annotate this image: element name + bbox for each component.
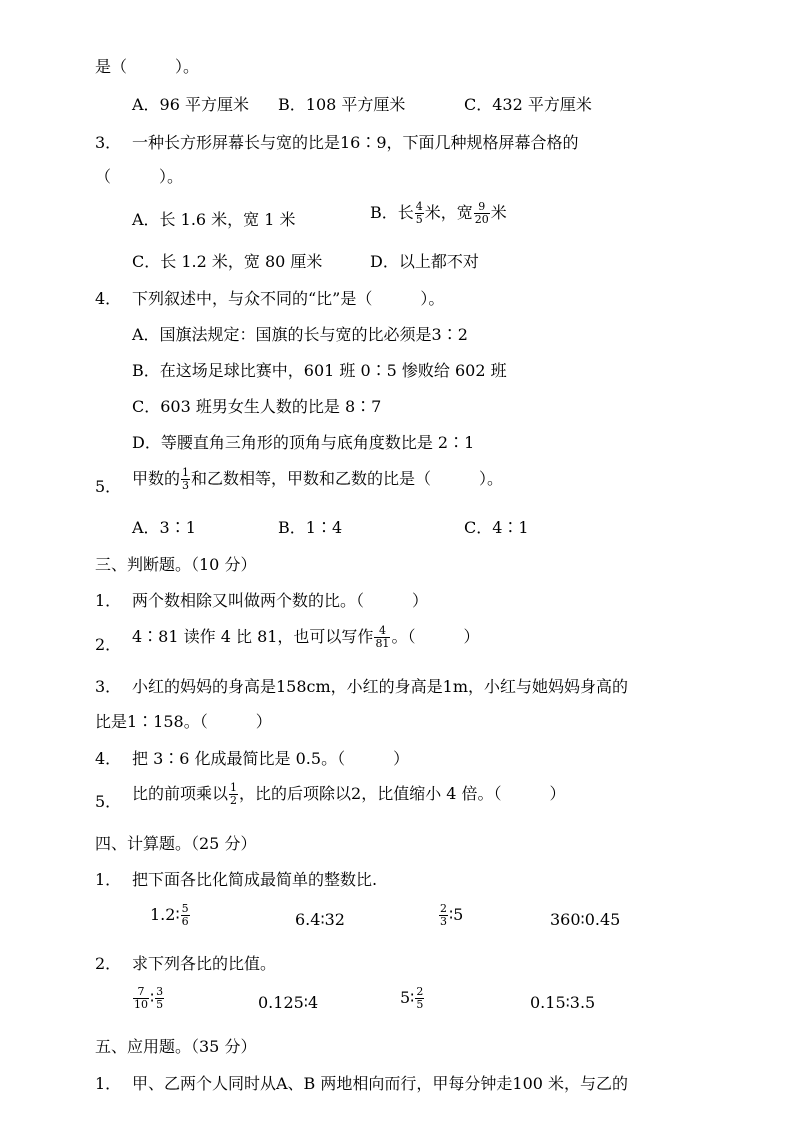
s3-item-3-text: 小红的妈妈的身高是158cm，小红的身高是1m，小红与她妈妈身高的 (132, 677, 629, 696)
s4-q1-expr-2: 6.4∶32 (295, 910, 345, 929)
s3-item-1-number: 1． (95, 591, 122, 610)
fraction: $\frac{3}{5}$ (156, 985, 164, 1011)
s3-item-5-text: 比的前项乘以 $\frac{1}{2}$ ，比的后项除以2，比值缩小 4 倍。（ ） (132, 781, 566, 807)
s3-item-1-text: 两个数相除又叫做两个数的比。（ ） (132, 591, 429, 610)
s4-q2-expr-1: $\frac{7}{10}$ ∶ $\frac{3}{5}$ (134, 985, 164, 1011)
q3-option-c: C．长 1.2 米，宽 80 厘米 (132, 252, 323, 271)
s3-item-3-number: 3． (95, 677, 122, 696)
q3-option-a: A．长 1.6 米，宽 1 米 (132, 210, 296, 229)
s3-item-4-text: 把 3∶6 化成最简比是 0.5。（ ） (132, 749, 410, 768)
fraction: $\frac{7}{10}$ (134, 985, 148, 1011)
q3-option-d: D．以上都不对 (370, 252, 479, 271)
s4-q1-expr-4: 360∶0.45 (550, 910, 621, 929)
q3-number: 3． (95, 133, 122, 152)
s4-q2-expr-2: 0.125∶4 (258, 993, 319, 1012)
fraction: $\frac{1}{3}$ (182, 466, 190, 492)
s4-q2-expr-4: 0.15∶3.5 (530, 993, 596, 1012)
q3-paren: （ ）。 (95, 167, 184, 186)
s4-q1-text: 把下面各比化简成最简单的整数比. (132, 870, 378, 889)
q3-text: 一种长方形屏幕长与宽的比是16∶9，下面几种规格屏幕合格的 (132, 133, 579, 152)
q5-number: 5． (95, 477, 122, 496)
fraction: $\frac{5}{6}$ (181, 902, 189, 928)
s3-item-5-number: 5． (95, 792, 122, 811)
q4-option-c: C．603 班男女生人数的比是 8∶7 (132, 397, 382, 416)
s3-item-2-text: 4∶81 读作 4 比 81，也可以写作 $\frac{4}{81}$ 。（ ） (132, 624, 480, 650)
fraction: $\frac{4}{5}$ (415, 200, 423, 226)
s4-q1-expr-1: 1.2∶ $\frac{5}{6}$ (150, 902, 189, 928)
s5-q1-number: 1． (95, 1074, 122, 1093)
q5-option-b: B．1∶4 (278, 518, 343, 537)
s4-q2-expr-3: 5∶ $\frac{2}{5}$ (400, 985, 424, 1011)
s4-q1-expr-3: $\frac{2}{3}$ ∶5 (440, 902, 464, 928)
q4-number: 4． (95, 289, 122, 308)
s4-q2-text: 求下列各比的比值。 (132, 954, 277, 973)
q2-option-a: A．96 平方厘米 (132, 95, 250, 114)
fraction: $\frac{4}{81}$ (375, 624, 390, 650)
q3-option-b: B．长 $\frac{4}{5}$ 米，宽 $\frac{9}{20}$ 米 (370, 200, 507, 226)
fraction: $\frac{9}{20}$ (474, 200, 489, 226)
q4-option-a: A．国旗法规定：国旗的长与宽的比必须是3∶2 (132, 325, 468, 344)
q2-option-c: C．432 平方厘米 (464, 95, 592, 114)
s3-item-3-cont: 比是1∶158。（ ） (95, 712, 272, 731)
s4-q1-number: 1． (95, 870, 122, 889)
q4-option-b: B．在这场足球比赛中，601 班 0∶5 惨败给 602 班 (132, 361, 507, 380)
q5-option-a: A．3∶1 (132, 518, 196, 537)
q5-text: 甲数的 $\frac{1}{3}$ 和乙数相等，甲数和乙数的比是（ ）。 (132, 466, 504, 492)
fraction: $\frac{2}{3}$ (440, 902, 447, 928)
section-5-title: 五、应用题。（35 分） (95, 1037, 257, 1056)
q2-tail: 是（ ）。 (95, 57, 200, 76)
q4-option-d: D．等腰直角三角形的顶角与底角度数比是 2∶1 (132, 433, 475, 452)
q2-option-b: B．108 平方厘米 (278, 95, 406, 114)
q4-text: 下列叙述中，与众不同的“比”是（ ）。 (132, 289, 445, 308)
q5-option-c: C．4∶1 (464, 518, 529, 537)
fraction: $\frac{1}{2}$ (230, 781, 238, 807)
section-3-title: 三、判断题。（10 分） (95, 555, 257, 574)
fraction: $\frac{2}{5}$ (416, 985, 424, 1011)
s3-item-4-number: 4． (95, 749, 122, 768)
s5-q1-text: 甲、乙两个人同时从A、B 两地相向而行，甲每分钟走100 米，与乙的 (132, 1074, 629, 1093)
section-4-title: 四、计算题。（25 分） (95, 834, 257, 853)
s3-item-2-number: 2． (95, 635, 122, 654)
s4-q2-number: 2． (95, 954, 122, 973)
